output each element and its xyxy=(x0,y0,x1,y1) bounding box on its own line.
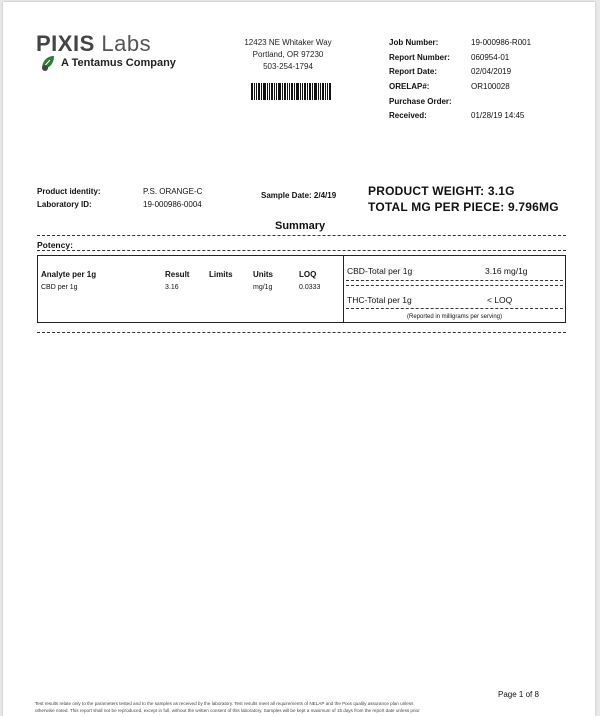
phone-number: 503-254-1794 xyxy=(263,62,313,71)
totals-note: (Reported in milligrams per serving) xyxy=(406,314,503,320)
col-header-units: Units xyxy=(253,270,273,279)
address-line1: 12423 NE Whitaker Way xyxy=(244,38,332,47)
lab-id-label: Laboratory ID: xyxy=(37,200,92,209)
divider xyxy=(346,308,563,309)
divider xyxy=(346,280,563,281)
report-number-value: 060954-01 xyxy=(471,53,510,62)
cell-units: mg/1g xyxy=(253,284,273,291)
cell-analyte: CBD per 1g xyxy=(41,284,78,291)
col-header-analyte: Analyte per 1g xyxy=(41,270,97,279)
job-number-label: Job Number: xyxy=(389,38,439,47)
logo-suffix: Labs xyxy=(101,31,152,56)
barcode xyxy=(251,83,331,100)
report-date-label: Report Date: xyxy=(389,67,438,76)
product-weight: PRODUCT WEIGHT: 3.1G xyxy=(368,184,515,198)
cbd-total-label: CBD-Total per 1g xyxy=(347,266,413,276)
received-value: 01/28/19 14:45 xyxy=(471,111,525,120)
disclaimer-line1: Test results relate only to the parameters tested and to the samples as received by the laboratory. Test results meet all requirements of NELAP and the Pixis quality assurance plan unless xyxy=(35,701,414,706)
purchase-order-label: Purchase Order: xyxy=(389,97,452,106)
page-number: Page 1 of 8 xyxy=(498,690,539,699)
divider xyxy=(37,235,566,236)
address-line2: Portland, OR 97230 xyxy=(252,50,324,59)
cbd-total-value: 3.16 mg/1g xyxy=(485,266,528,276)
divider xyxy=(346,285,563,286)
product-identity-label: Product identity: xyxy=(37,187,101,196)
received-label: Received: xyxy=(389,111,427,120)
total-mg-per-piece: TOTAL MG PER PIECE: 9.796MG xyxy=(368,200,559,214)
orelap-value: OR100028 xyxy=(471,82,510,91)
product-identity-value: P.S. ORANGE-C xyxy=(143,187,203,196)
thc-total-value: < LOQ xyxy=(487,295,513,305)
logo-word: PIXIS xyxy=(36,31,95,56)
logo-tagline: A Tentamus Company xyxy=(61,57,176,69)
report-number-label: Report Number: xyxy=(389,53,450,62)
report-page xyxy=(3,2,595,716)
cell-result: 3.16 xyxy=(165,284,179,291)
potency-label: Potency: xyxy=(37,240,73,250)
leaf-logo-icon xyxy=(39,54,57,72)
divider xyxy=(37,332,566,333)
col-header-loq: LOQ xyxy=(299,270,317,279)
cell-loq: 0.0333 xyxy=(299,284,321,291)
divider xyxy=(37,250,566,251)
report-date-value: 02/04/2019 xyxy=(471,67,512,76)
sample-date: Sample Date: 2/4/19 xyxy=(261,191,337,200)
summary-title: Summary xyxy=(275,220,326,232)
col-header-limits: Limits xyxy=(209,270,233,279)
thc-total-label: THC-Total per 1g xyxy=(347,295,412,305)
col-header-result: Result xyxy=(165,270,190,279)
job-number-value: 19-000986-R001 xyxy=(471,38,532,47)
disclaimer-line2: otherwise noted. This report shall not be reproduced, except in full, without the written consent of this laboratory. Samples will be kept a maximum of 15 days from the report date unless prior xyxy=(35,708,420,713)
orelap-label: ORELAP#: xyxy=(389,82,430,91)
table-divider xyxy=(343,255,344,323)
lab-id-value: 19-000986-0004 xyxy=(143,200,202,209)
